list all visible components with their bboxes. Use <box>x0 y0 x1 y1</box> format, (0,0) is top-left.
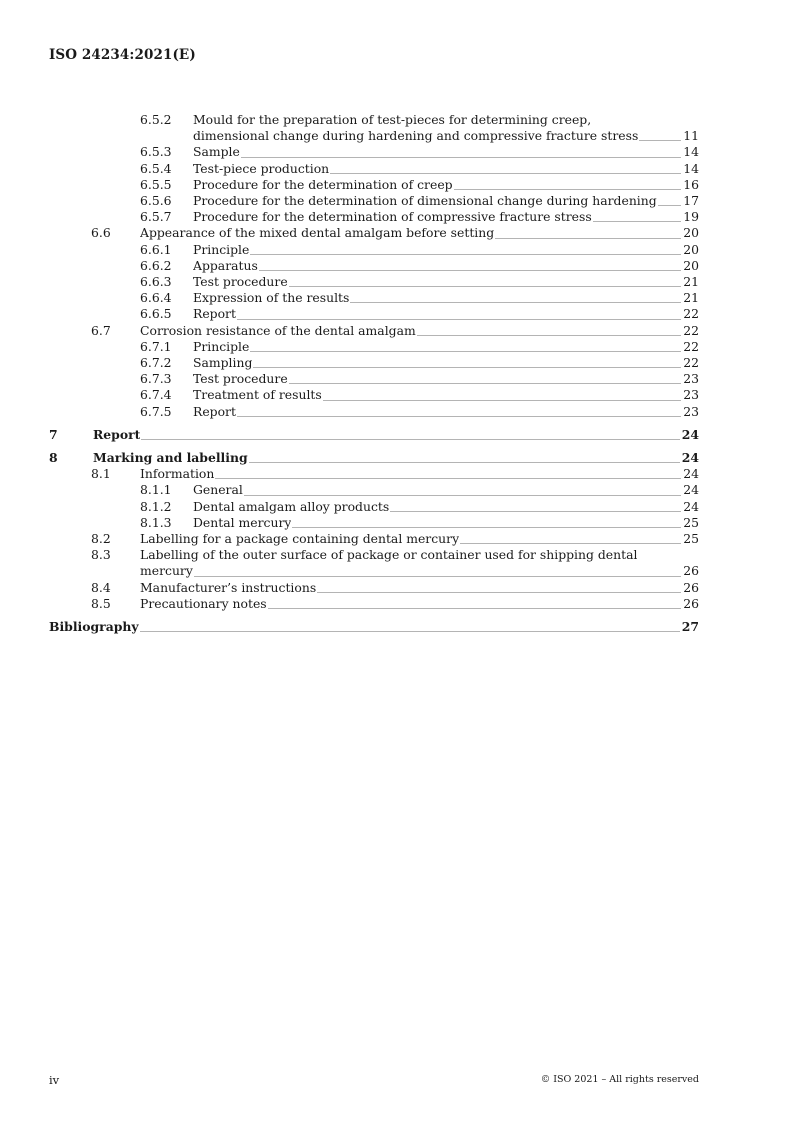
toc-entry-6-6-3[interactable] <box>49 274 699 290</box>
toc-entry-8-3[interactable] <box>49 547 699 563</box>
toc-entry-number: 8 <box>49 450 58 466</box>
dot-leader <box>141 439 679 440</box>
toc-entry-title: Treatment of results <box>193 387 322 403</box>
toc-entry-6-6-1[interactable] <box>49 242 699 258</box>
toc-entry-page: 11 <box>683 128 699 144</box>
toc-entry-title: Procedure for the determination of compressive fracture stress <box>193 209 592 225</box>
toc-entry-number: 6.5.2 <box>140 112 172 127</box>
toc-entry-title: Corrosion resistance of the dental amalgam <box>140 322 416 338</box>
table-of-contents <box>49 112 699 635</box>
dot-leader <box>237 416 681 417</box>
dot-leader <box>250 351 681 352</box>
toc-entry-number: 6.5.4 <box>140 160 172 176</box>
toc-entry-number: 8.5 <box>91 595 111 611</box>
dot-leader <box>658 205 681 206</box>
dot-leader <box>289 286 681 287</box>
toc-entry-8[interactable] <box>49 450 699 466</box>
toc-entry-number: 6.7.3 <box>140 371 172 387</box>
toc-entry-title: Test-piece production <box>193 160 330 176</box>
toc-entry-title: Labelling for a package containing dental mercury <box>140 531 460 547</box>
toc-entry-8-2[interactable] <box>49 531 699 547</box>
toc-entry-page: 21 <box>683 274 699 290</box>
toc-entry-6-5-2[interactable] <box>49 128 699 144</box>
toc-entry-page: 23 <box>683 371 699 387</box>
toc-entry-number: 6.6.3 <box>140 274 172 290</box>
toc-entry-page: 24 <box>683 482 699 498</box>
toc-entry-page: 20 <box>683 241 699 257</box>
toc-entry-number: 6.5.7 <box>140 209 172 225</box>
toc-entry-page: 19 <box>683 209 699 225</box>
toc-entry-page: 24 <box>681 426 699 442</box>
dot-leader <box>140 631 680 632</box>
toc-entry-number: 6.6.4 <box>140 290 172 306</box>
toc-entry-title: Dental amalgam alloy products <box>193 498 390 514</box>
toc-entry-title: Mould for the preparation of test-pieces for determining creep, <box>193 112 592 127</box>
toc-entry-6-7-2[interactable] <box>49 355 699 371</box>
dot-leader <box>292 527 681 528</box>
toc-entry-page: 22 <box>683 338 699 354</box>
toc-entry-title: Test procedure <box>193 371 288 387</box>
toc-entry-page: 22 <box>683 306 699 322</box>
dot-leader <box>249 462 680 463</box>
toc-entry-8-3[interactable] <box>49 563 699 579</box>
toc-entry-title: Apparatus <box>193 257 258 273</box>
dot-leader <box>259 270 681 271</box>
toc-entry-6-5-7[interactable] <box>49 209 699 225</box>
toc-entry-page: 21 <box>683 290 699 306</box>
toc-entry-title: Report <box>193 306 236 322</box>
dot-leader <box>350 302 681 303</box>
toc-entry-6-5-4[interactable] <box>49 161 699 177</box>
dot-leader <box>237 319 681 320</box>
toc-entry-6-5-5[interactable] <box>49 177 699 193</box>
toc-entry-7[interactable] <box>49 427 699 443</box>
toc-entry-number: 7 <box>49 426 58 442</box>
toc-entry-number: 6.6.2 <box>140 257 172 273</box>
toc-entry-number: 6.7.1 <box>140 338 172 354</box>
toc-entry-number: 6.5.5 <box>140 176 172 192</box>
toc-entry-6-7[interactable] <box>49 323 699 339</box>
toc-entry-page: 14 <box>683 144 699 160</box>
dot-leader <box>289 383 681 384</box>
toc-entry-page: 22 <box>683 322 699 338</box>
dot-leader <box>417 335 681 336</box>
dot-leader <box>241 157 681 158</box>
toc-entry-6-5-3[interactable] <box>49 144 699 160</box>
toc-entry-number: 8.1.3 <box>140 514 172 530</box>
page-number: iv <box>49 1073 60 1087</box>
toc-entry-8-4[interactable] <box>49 580 699 596</box>
toc-entry-number: 8.3 <box>91 547 111 563</box>
toc-entry-title: Precautionary notes <box>140 595 267 611</box>
document-id: ISO 24234:2021(E) <box>49 47 196 63</box>
toc-entry-page: 24 <box>681 450 699 466</box>
toc-entry-title: Manufacturer’s instructions <box>140 579 317 595</box>
toc-entry-page: 24 <box>683 466 699 482</box>
dot-leader <box>593 221 681 222</box>
toc-entry-title: Principle <box>193 241 250 257</box>
toc-entry-page: 25 <box>683 514 699 530</box>
toc-entry-number: 6.7.4 <box>140 387 172 403</box>
toc-entry-6-6[interactable] <box>49 225 699 241</box>
dot-leader <box>460 543 681 544</box>
toc-entry-6-5-6[interactable] <box>49 193 699 209</box>
toc-entry-8-1-3[interactable] <box>49 515 699 531</box>
toc-entry-title: General <box>193 482 243 498</box>
toc-entry-6-7-5[interactable] <box>49 404 699 420</box>
toc-entry-number: 6.6.5 <box>140 306 172 322</box>
toc-entry-8-5[interactable] <box>49 596 699 612</box>
toc-entry-title: Principle <box>193 338 250 354</box>
dot-leader <box>317 592 681 593</box>
toc-entry-page: 25 <box>683 531 699 547</box>
toc-entry-title: Labelling of the outer surface of package or container used for shipping dental <box>140 547 638 563</box>
toc-entry-title: Appearance of the mixed dental amalgam before setting <box>140 225 495 241</box>
toc-entry-number: 8.1 <box>91 466 111 482</box>
toc-entry-title: Report <box>193 403 236 419</box>
toc-entry-6-7-4[interactable] <box>49 387 699 403</box>
toc-entry-page: 17 <box>683 193 699 209</box>
dot-leader <box>495 238 681 239</box>
dot-leader <box>323 400 681 401</box>
toc-entry-6-6-5[interactable] <box>49 306 699 322</box>
toc-entry-number: 6.7.5 <box>140 403 172 419</box>
toc-entry-page: 16 <box>683 176 699 192</box>
toc-entry-page: 26 <box>683 595 699 611</box>
toc-entry-6-6-4[interactable] <box>49 290 699 306</box>
dot-leader <box>215 478 681 479</box>
copyright-notice: © ISO 2021 – All rights reserved <box>540 1074 699 1085</box>
toc-entry-8-1[interactable] <box>49 466 699 482</box>
toc-entry-page: 22 <box>683 355 699 371</box>
dot-leader <box>253 367 681 368</box>
toc-entry-number: 6.7 <box>91 322 111 338</box>
toc-entry-page: 24 <box>683 498 699 514</box>
dot-leader <box>250 254 681 255</box>
toc-entry-title: Procedure for the determination of dimensional change during hardening <box>193 193 657 209</box>
toc-entry-number: 8.4 <box>91 579 111 595</box>
toc-entry-title: Dental mercury <box>193 514 292 530</box>
toc-entry-6-7-1[interactable] <box>49 339 699 355</box>
toc-entry-title: Marking and labelling <box>93 450 248 466</box>
dot-leader <box>639 140 681 141</box>
toc-entry-number: 6.6 <box>91 225 111 241</box>
toc-entry-title: dimensional change during hardening and compressive fracture stress <box>193 128 639 144</box>
toc-entry-title: mercury <box>140 563 193 579</box>
toc-entry-title: Bibliography <box>49 619 139 635</box>
dot-leader <box>330 173 681 174</box>
toc-entry-6-7-3[interactable] <box>49 371 699 387</box>
toc-entry-title: Expression of the results <box>193 290 350 306</box>
toc-entry-bibliography[interactable] <box>49 619 699 635</box>
dot-leader <box>454 189 681 190</box>
toc-entry-number: 6.5.3 <box>140 144 172 160</box>
dot-leader <box>194 576 681 577</box>
toc-entry-number: 8.1.1 <box>140 482 172 498</box>
toc-entry-number: 8.2 <box>91 531 111 547</box>
toc-entry-number: 6.6.1 <box>140 241 172 257</box>
dot-leader <box>244 495 681 496</box>
dot-leader <box>268 608 681 609</box>
toc-entry-page: 26 <box>683 579 699 595</box>
toc-entry-title: Information <box>140 466 215 482</box>
toc-entry-title: Procedure for the determination of creep <box>193 176 453 192</box>
toc-entry-title: Sample <box>193 144 240 160</box>
toc-entry-6-6-2[interactable] <box>49 258 699 274</box>
toc-entry-number: 6.5.6 <box>140 193 172 209</box>
toc-entry-page: 20 <box>683 225 699 241</box>
toc-entry-title: Report <box>93 426 141 442</box>
toc-entry-page: 23 <box>683 403 699 419</box>
toc-entry-8-1-1[interactable] <box>49 482 699 498</box>
toc-entry-page: 20 <box>683 257 699 273</box>
dot-leader <box>390 511 681 512</box>
toc-entry-page: 26 <box>683 563 699 579</box>
toc-entry-number: 6.7.2 <box>140 355 172 371</box>
toc-entry-page: 23 <box>683 387 699 403</box>
toc-entry-page: 27 <box>681 619 699 635</box>
toc-entry-page: 14 <box>683 160 699 176</box>
toc-entry-8-1-2[interactable] <box>49 499 699 515</box>
toc-entry-title: Sampling <box>193 355 253 371</box>
toc-entry-title: Test procedure <box>193 274 288 290</box>
toc-entry-number: 8.1.2 <box>140 498 172 514</box>
toc-entry-6-5-2[interactable] <box>49 112 699 128</box>
